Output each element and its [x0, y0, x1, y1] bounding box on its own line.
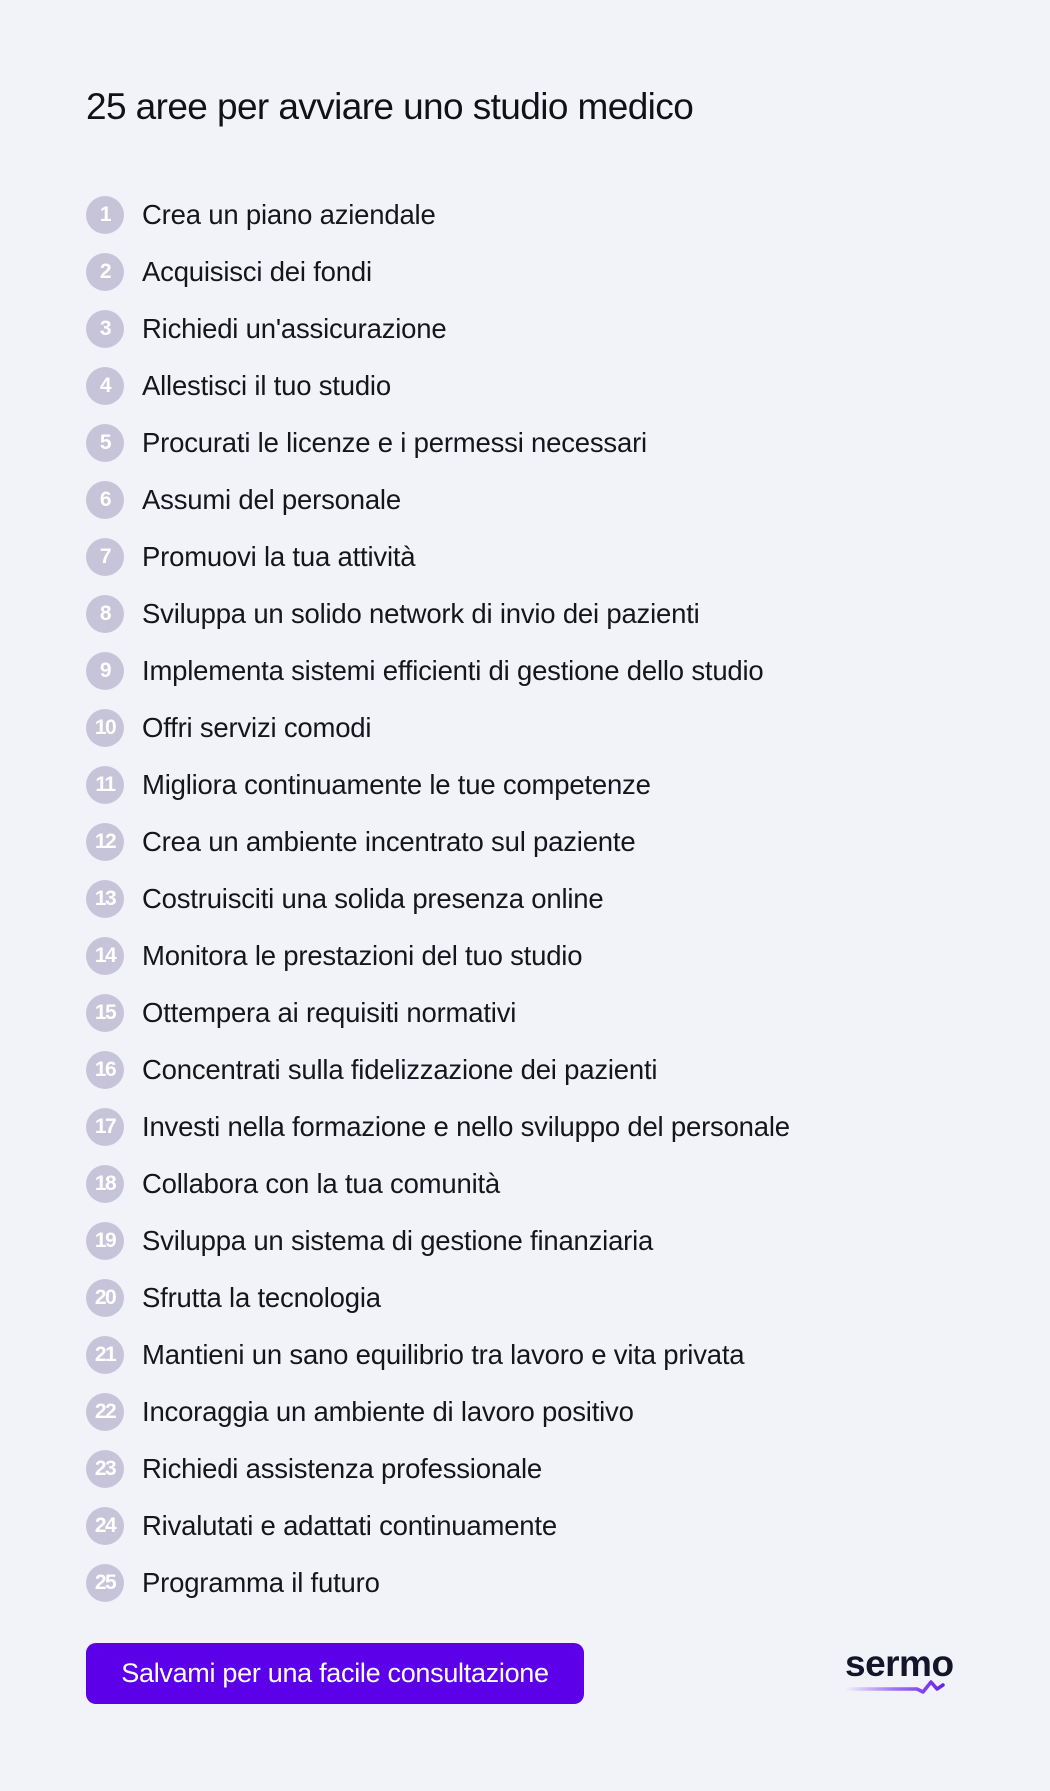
list-item-label: Investi nella formazione e nello sviluppo del personale [142, 1110, 790, 1142]
list-item [86, 243, 790, 300]
number-badge: 11 [86, 766, 124, 804]
list-item-label: Sviluppa un solido network di invio dei pazienti [142, 597, 700, 629]
list-item-label: Promuovi la tua attività [142, 540, 416, 572]
list-item [86, 186, 790, 243]
list-item-label: Acquisisci dei fondi [142, 255, 372, 287]
list-item-label: Mantieni un sano equilibrio tra lavoro e vita privata [142, 1338, 745, 1370]
list-item [86, 1554, 790, 1611]
list-item [86, 1041, 790, 1098]
number-badge: 20 [86, 1279, 124, 1317]
list-item-label: Collabora con la tua comunità [142, 1167, 501, 1199]
number-badge: 19 [86, 1222, 124, 1260]
list-item [86, 414, 790, 471]
list-item-label: Sfrutta la tecnologia [142, 1281, 381, 1313]
number-badge: 21 [86, 1336, 124, 1374]
list-item-label: Richiedi un'assicurazione [142, 312, 447, 344]
list-item [86, 1326, 790, 1383]
list-item-label: Richiedi assistenza professionale [142, 1452, 543, 1484]
list-item [86, 1212, 790, 1269]
list-item [86, 528, 790, 585]
list-item-label: Programma il futuro [142, 1566, 380, 1598]
list-item-label: Crea un piano aziendale [142, 198, 436, 230]
list-item [86, 870, 790, 927]
list-item [86, 927, 790, 984]
list-item-label: Costruisciti una solida presenza online [142, 882, 604, 914]
number-badge: 16 [86, 1051, 124, 1089]
page-title: 25 aree per avviare uno studio medico [86, 86, 694, 127]
list-item-label: Sviluppa un sistema di gestione finanziaria [142, 1224, 654, 1256]
number-badge: 10 [86, 709, 124, 747]
list-item [86, 642, 790, 699]
list-item-label: Crea un ambiente incentrato sul paziente [142, 825, 636, 857]
number-badge: 22 [86, 1393, 124, 1431]
number-badge: 4 [86, 367, 124, 405]
logo-text: sermo [845, 1643, 954, 1684]
number-badge: 3 [86, 310, 124, 348]
number-badge: 24 [86, 1507, 124, 1545]
number-badge: 14 [86, 937, 124, 975]
number-badge: 7 [86, 538, 124, 576]
heartbeat-wave-icon [845, 1680, 965, 1694]
list-item [86, 1383, 790, 1440]
list-item [86, 471, 790, 528]
list-item [86, 585, 790, 642]
list-item-label: Monitora le prestazioni del tuo studio [142, 939, 583, 971]
list-item [86, 1269, 790, 1326]
number-badge: 6 [86, 481, 124, 519]
list-item [86, 813, 790, 870]
list-item-label: Assumi del personale [142, 483, 401, 515]
list-item [86, 756, 790, 813]
save-button[interactable]: Salvami per una facile consultazione [86, 1643, 584, 1704]
list-item [86, 1497, 790, 1554]
list-item [86, 300, 790, 357]
list-item-label: Rivalutati e adattati continuamente [142, 1509, 557, 1541]
list-item-label: Implementa sistemi efficienti di gestione dello studio [142, 654, 764, 686]
number-badge: 23 [86, 1450, 124, 1488]
list-item [86, 699, 790, 756]
list-item [86, 1098, 790, 1155]
list-item [86, 1440, 790, 1497]
list-item [86, 1155, 790, 1212]
number-badge: 8 [86, 595, 124, 633]
number-badge: 15 [86, 994, 124, 1032]
number-badge: 13 [86, 880, 124, 918]
number-badge: 25 [86, 1564, 124, 1602]
number-badge: 1 [86, 196, 124, 234]
list-item [86, 357, 790, 414]
number-badge: 18 [86, 1165, 124, 1203]
list-item-label: Procurati le licenze e i permessi necessari [142, 426, 647, 458]
number-badge: 17 [86, 1108, 124, 1146]
number-badge: 12 [86, 823, 124, 861]
list-item-label: Ottempera ai requisiti normativi [142, 996, 517, 1028]
number-badge: 2 [86, 253, 124, 291]
list-item-label: Incoraggia un ambiente di lavoro positivo [142, 1395, 634, 1427]
list-item-label: Offri servizi comodi [142, 711, 372, 743]
number-badge: 5 [86, 424, 124, 462]
list-item-label: Concentrati sulla fidelizzazione dei pazienti [142, 1053, 658, 1085]
list-item-label: Allestisci il tuo studio [142, 369, 391, 401]
areas-list [86, 186, 790, 1611]
sermo-logo [845, 1644, 965, 1694]
number-badge: 9 [86, 652, 124, 690]
list-item-label: Migliora continuamente le tue competenze [142, 768, 651, 800]
list-item [86, 984, 790, 1041]
